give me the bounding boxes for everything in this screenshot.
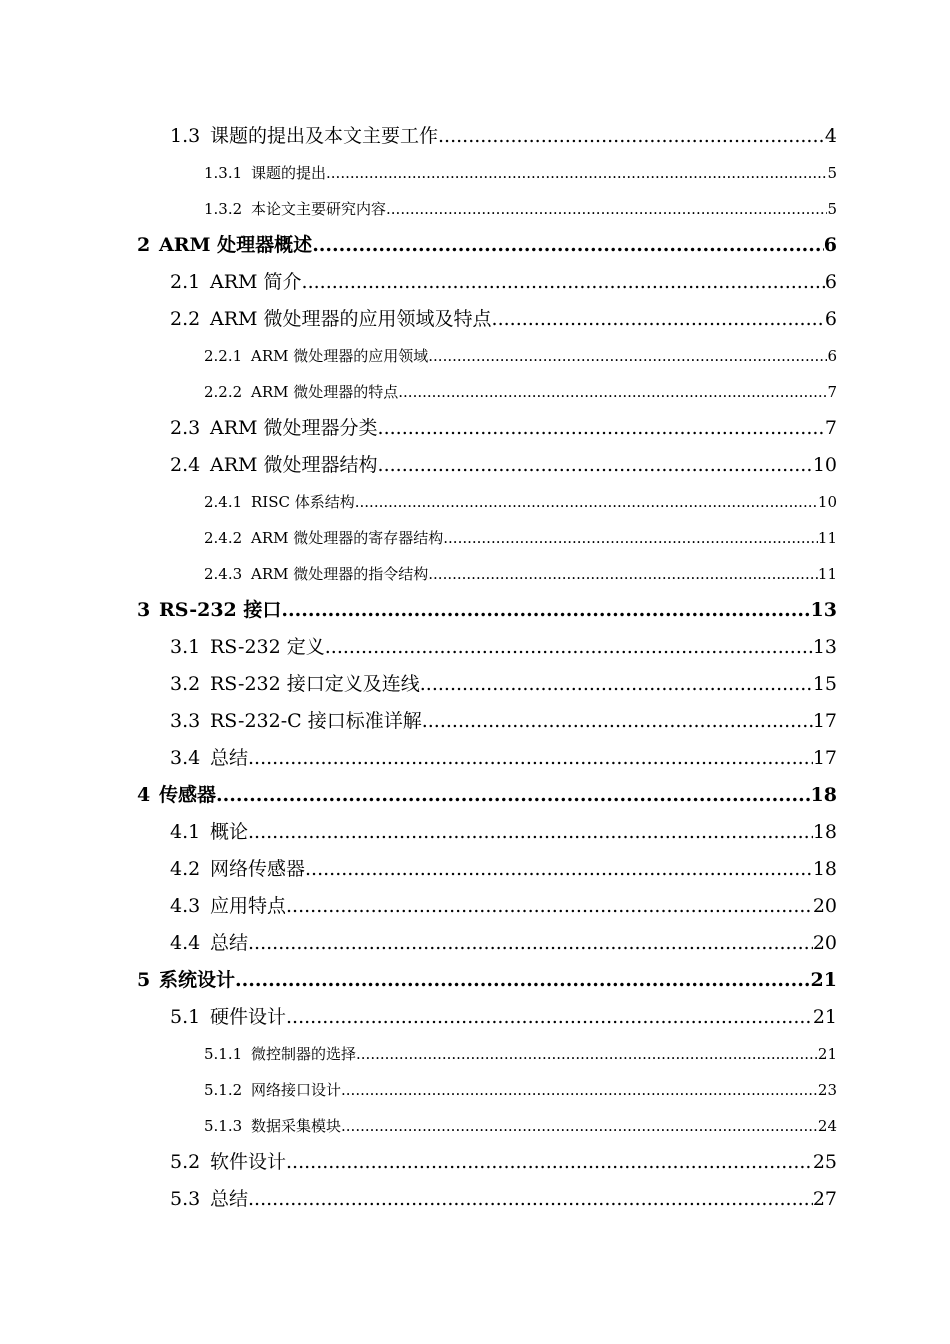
toc-dot-leader xyxy=(356,1036,818,1072)
toc-entry-5[interactable] xyxy=(0,962,837,999)
toc-entry-title: ARM 微处理器的指令结构 xyxy=(251,565,429,583)
toc-entry-number: 1.3.1 xyxy=(204,164,243,182)
toc-entry-3-1[interactable] xyxy=(0,629,837,666)
toc-entry-5-3[interactable] xyxy=(0,1181,837,1218)
toc-entry-title: 软件设计 xyxy=(210,1151,287,1173)
toc-page-number: 20 xyxy=(812,932,837,954)
toc-page-number: 18 xyxy=(810,784,837,806)
toc-entry-title: 总结 xyxy=(210,1188,249,1210)
toc-entry-number: 4 xyxy=(137,784,151,806)
toc-entry-4[interactable] xyxy=(0,777,837,814)
toc-dot-leader xyxy=(326,155,827,191)
toc-dot-leader xyxy=(248,814,813,851)
toc-dot-leader xyxy=(420,666,813,703)
toc-entry-title: 总结 xyxy=(210,932,249,954)
toc-entry-number: 4.1 xyxy=(170,821,201,843)
toc-entry-2-4[interactable] xyxy=(0,447,837,484)
toc-dot-leader xyxy=(341,1108,818,1144)
toc-dot-leader xyxy=(428,556,818,592)
toc-entry-title: 课题的提出 xyxy=(251,164,327,182)
toc-page-number: 17 xyxy=(812,710,837,732)
toc-entry-number: 2.2.2 xyxy=(204,383,243,401)
toc-entry-title: 传感器 xyxy=(159,784,217,806)
table-of-contents xyxy=(0,118,950,1218)
toc-entry-2-4-3[interactable] xyxy=(0,556,837,592)
toc-entry-title: RS-232 接口 xyxy=(159,599,282,621)
toc-page-number: 21 xyxy=(817,1045,837,1063)
toc-entry-number: 5.1.1 xyxy=(204,1045,243,1063)
toc-page-number: 18 xyxy=(812,858,837,880)
toc-dot-leader xyxy=(286,1144,813,1181)
toc-dot-leader xyxy=(312,227,824,264)
toc-entry-number: 2.2 xyxy=(170,308,201,330)
toc-entry-title: 硬件设计 xyxy=(210,1006,287,1028)
toc-entry-5-1-2[interactable] xyxy=(0,1072,837,1108)
toc-page-number: 11 xyxy=(817,529,837,547)
toc-dot-leader xyxy=(341,1072,818,1108)
toc-entry-4-2[interactable] xyxy=(0,851,837,888)
toc-entry-number: 5.1 xyxy=(170,1006,201,1028)
toc-entry-title: ARM 微处理器的特点 xyxy=(251,383,399,401)
toc-entry-4-1[interactable] xyxy=(0,814,837,851)
toc-entry-number: 2.4.2 xyxy=(204,529,243,547)
toc-entry-2-4-2[interactable] xyxy=(0,520,837,556)
toc-entry-number: 2 xyxy=(137,234,151,256)
toc-page-number: 6 xyxy=(824,271,837,293)
toc-entry-number: 5.2 xyxy=(170,1151,201,1173)
toc-entry-number: 4.3 xyxy=(170,895,201,917)
toc-dot-leader xyxy=(378,410,825,447)
toc-entry-number: 3.1 xyxy=(170,636,201,658)
toc-page-number: 7 xyxy=(827,383,837,401)
toc-page-number: 21 xyxy=(812,1006,837,1028)
toc-dot-leader xyxy=(422,703,813,740)
toc-entry-4-4[interactable] xyxy=(0,925,837,962)
toc-entry-title: 系统设计 xyxy=(159,969,236,991)
toc-entry-title: 课题的提出及本文主要工作 xyxy=(210,125,439,147)
toc-page-number: 17 xyxy=(812,747,837,769)
toc-entry-5-1-3[interactable] xyxy=(0,1108,837,1144)
toc-dot-leader xyxy=(386,191,827,227)
toc-page-number: 25 xyxy=(812,1151,837,1173)
toc-page-number: 6 xyxy=(827,347,837,365)
toc-entry-2-2[interactable] xyxy=(0,301,837,338)
toc-page-number: 15 xyxy=(812,673,837,695)
toc-dot-leader xyxy=(302,264,825,301)
toc-entry-title: ARM 简介 xyxy=(210,271,302,293)
toc-entry-3[interactable] xyxy=(0,592,837,629)
toc-page-number: 23 xyxy=(817,1081,837,1099)
toc-entry-1-3-1[interactable] xyxy=(0,155,837,191)
toc-entry-title: RS-232-C 接口标准详解 xyxy=(210,710,422,732)
toc-entry-number: 1.3 xyxy=(170,125,201,147)
toc-dot-leader xyxy=(305,851,813,888)
toc-entry-2-4-1[interactable] xyxy=(0,484,837,520)
toc-dot-leader xyxy=(216,777,811,814)
toc-entry-2[interactable] xyxy=(0,227,837,264)
toc-entry-title: RS-232 定义 xyxy=(210,636,325,658)
toc-entry-title: RS-232 接口定义及连线 xyxy=(210,673,420,695)
toc-entry-1-3[interactable] xyxy=(0,118,837,155)
toc-entry-title: 微控制器的选择 xyxy=(251,1045,357,1063)
toc-dot-leader xyxy=(428,338,827,374)
toc-entry-number: 2.2.1 xyxy=(204,347,243,365)
toc-entry-number: 2.1 xyxy=(170,271,201,293)
toc-entry-number: 3.3 xyxy=(170,710,201,732)
toc-entry-1-3-2[interactable] xyxy=(0,191,837,227)
toc-entry-title: RISC 体系结构 xyxy=(251,493,355,511)
toc-entry-number: 4.4 xyxy=(170,932,201,954)
toc-entry-number: 3.4 xyxy=(170,747,201,769)
toc-entry-title: 本论文主要研究内容 xyxy=(251,200,387,218)
toc-dot-leader xyxy=(443,520,818,556)
toc-entry-number: 2.3 xyxy=(170,417,201,439)
toc-entry-3-3[interactable] xyxy=(0,703,837,740)
toc-entry-2-1[interactable] xyxy=(0,264,837,301)
toc-entry-4-3[interactable] xyxy=(0,888,837,925)
toc-page-number: 18 xyxy=(812,821,837,843)
toc-entry-number: 5.3 xyxy=(170,1188,201,1210)
toc-dot-leader xyxy=(248,1181,813,1218)
toc-entry-2-2-1[interactable] xyxy=(0,338,837,374)
toc-dot-leader xyxy=(248,740,813,777)
toc-page-number: 13 xyxy=(810,599,837,621)
toc-dot-leader xyxy=(235,962,811,999)
toc-page-number: 20 xyxy=(812,895,837,917)
toc-page-number: 24 xyxy=(817,1117,837,1135)
toc-page-number: 4 xyxy=(824,125,837,147)
toc-entry-title: ARM 微处理器结构 xyxy=(210,454,378,476)
toc-entry-number: 1.3.2 xyxy=(204,200,243,218)
toc-page-number: 21 xyxy=(810,969,837,991)
toc-entry-2-2-2[interactable] xyxy=(0,374,837,410)
toc-entry-title: 应用特点 xyxy=(210,895,287,917)
toc-page-number: 6 xyxy=(824,308,837,330)
toc-entry-title: ARM 处理器概述 xyxy=(159,234,313,256)
toc-entry-5-1[interactable] xyxy=(0,999,837,1036)
toc-entry-number: 4.2 xyxy=(170,858,201,880)
toc-page-number: 10 xyxy=(812,454,837,476)
toc-entry-3-2[interactable] xyxy=(0,666,837,703)
toc-entry-title: 概论 xyxy=(210,821,249,843)
toc-entry-number: 5.1.3 xyxy=(204,1117,243,1135)
toc-entry-number: 5.1.2 xyxy=(204,1081,243,1099)
toc-entry-title: ARM 微处理器的应用领域及特点 xyxy=(210,308,492,330)
toc-page-number: 7 xyxy=(824,417,837,439)
toc-dot-leader xyxy=(325,629,813,666)
toc-page-number: 10 xyxy=(817,493,837,511)
toc-dot-leader xyxy=(492,301,825,338)
toc-page-number: 13 xyxy=(812,636,837,658)
toc-entry-number: 2.4.3 xyxy=(204,565,243,583)
toc-entry-title: ARM 微处理器分类 xyxy=(210,417,378,439)
toc-dot-leader xyxy=(355,484,818,520)
toc-dot-leader xyxy=(286,999,813,1036)
toc-dot-leader xyxy=(286,888,813,925)
toc-entry-number: 3 xyxy=(137,599,151,621)
toc-page-number: 5 xyxy=(827,200,837,218)
toc-page-number: 11 xyxy=(817,565,837,583)
toc-entry-title: 总结 xyxy=(210,747,249,769)
toc-entry-number: 2.4.1 xyxy=(204,493,243,511)
toc-entry-5-2[interactable] xyxy=(0,1144,837,1181)
toc-page-number: 5 xyxy=(827,164,837,182)
toc-entry-5-1-1[interactable] xyxy=(0,1036,837,1072)
toc-page-number: 27 xyxy=(812,1188,837,1210)
toc-dot-leader xyxy=(438,118,825,155)
toc-dot-leader xyxy=(398,374,827,410)
toc-entry-2-3[interactable] xyxy=(0,410,837,447)
toc-entry-number: 5 xyxy=(137,969,151,991)
toc-entry-title: 网络接口设计 xyxy=(251,1081,342,1099)
toc-entry-title: 网络传感器 xyxy=(210,858,306,880)
toc-entry-title: 数据采集模块 xyxy=(251,1117,342,1135)
toc-entry-number: 2.4 xyxy=(170,454,201,476)
toc-page-number: 6 xyxy=(823,234,837,256)
toc-entry-number: 3.2 xyxy=(170,673,201,695)
toc-entry-title: ARM 微处理器的寄存器结构 xyxy=(251,529,444,547)
toc-entry-title: ARM 微处理器的应用领域 xyxy=(251,347,429,365)
toc-entry-3-4[interactable] xyxy=(0,740,837,777)
toc-dot-leader xyxy=(281,592,810,629)
toc-dot-leader xyxy=(378,447,813,484)
toc-dot-leader xyxy=(248,925,813,962)
